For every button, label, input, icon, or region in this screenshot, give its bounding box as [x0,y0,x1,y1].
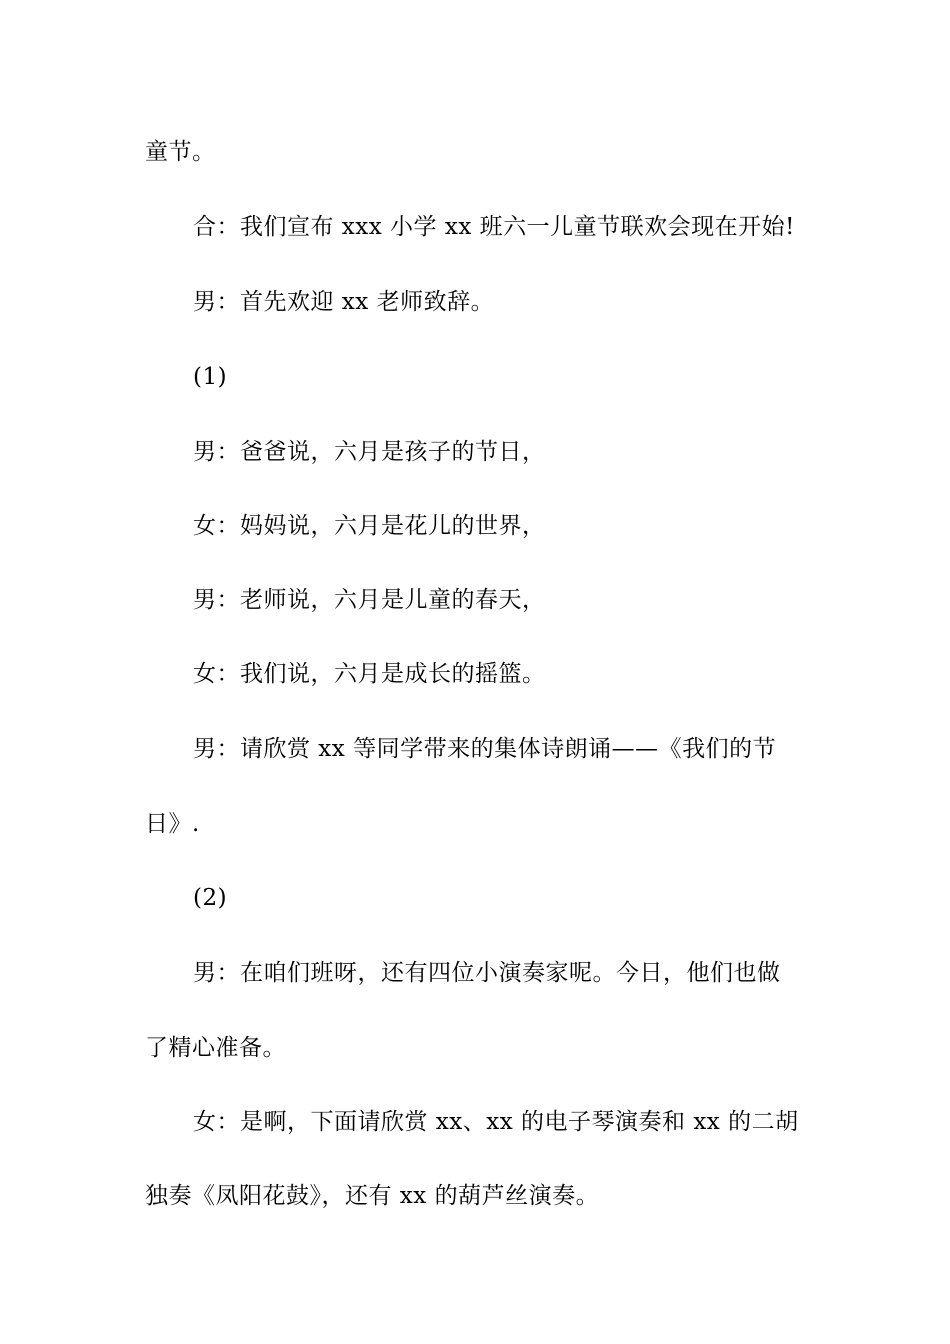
text-line: 日》. [145,811,200,837]
text-line: 女：妈妈说，六月是花儿的世界， [193,513,546,539]
text-line: (2) [193,885,228,911]
text-line: 了精心准备。 [145,1035,286,1061]
text-line: 男：在咱们班呀，还有四位小演奏家呢。今日，他们也做 [193,960,781,986]
text-line: 男：首先欢迎 xx 老师致辞。 [193,289,495,315]
text-line: 独奏《凤阳花鼓》，还有 xx 的葫芦丝演奏。 [145,1183,600,1209]
text-line: 男：老师说，六月是儿童的春天， [193,587,546,613]
text-line: 男：请欣赏 xx 等同学带来的集体诗朗诵——《我们的节 [193,736,777,762]
text-line: (1) [193,364,228,390]
text-line: 男：爸爸说，六月是孩子的节日， [193,439,546,465]
text-line: 合：我们宣布 xxx 小学 xx 班六一儿童节联欢会现在开始! [193,214,795,240]
text-line: 女：我们说，六月是成长的摇篮。 [193,661,546,687]
text-line: 女：是啊，下面请欣赏 xx、xx 的电子琴演奏和 xx 的二胡 [193,1109,799,1135]
text-line: 童节。 [145,139,216,165]
